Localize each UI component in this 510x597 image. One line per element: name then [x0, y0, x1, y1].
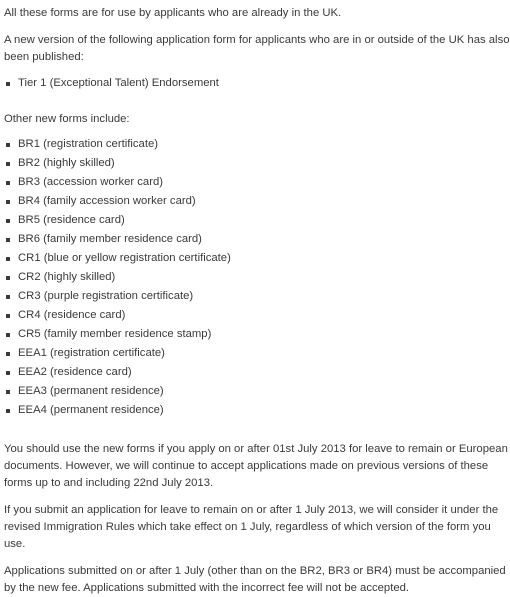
bullet-icon	[6, 409, 10, 413]
published-forms-list	[4, 74, 510, 93]
list-item-text: BR6 (family member residence card)	[18, 233, 202, 245]
list-item-text: CR4 (residence card)	[18, 309, 126, 321]
intro-paragraph: All these forms are for use by applicants who are already in the UK.	[4, 7, 342, 19]
bullet-icon	[6, 276, 10, 280]
list-item-text: EEA1 (registration certificate)	[18, 347, 165, 359]
list-item	[4, 211, 510, 230]
list-item-text: EEA3 (permanent residence)	[18, 385, 164, 397]
list-item-text: CR1 (blue or yellow registration certificate)	[18, 252, 231, 264]
list-item	[4, 344, 510, 363]
submit-after-paragraph: If you submit an application for leave to remain on or after 1 July 2013, we will consider it under the revised Immigration Rules which take effect on 1 July, regardless of which version of the form you use.	[4, 504, 499, 550]
list-item-text: Tier 1 (Exceptional Talent) Endorsement	[18, 77, 219, 89]
bullet-icon	[6, 333, 10, 337]
list-item-text: EEA4 (permanent residence)	[18, 404, 164, 416]
list-item	[4, 135, 510, 154]
list-item-text: BR1 (registration certificate)	[18, 138, 159, 150]
list-item	[4, 306, 510, 325]
list-item-text: BR2 (highly skilled)	[18, 157, 115, 169]
use-new-forms-paragraph: You should use the new forms if you apply on or after 01st July 2013 for leave to remain or European documents. However, we will continue to accept applications made on previous versions of these forms up to and including 22nd July 2013.	[4, 443, 508, 489]
list-item	[4, 74, 510, 93]
list-item	[4, 325, 510, 344]
bullet-icon	[6, 257, 10, 261]
list-item-text: CR3 (purple registration certificate)	[18, 290, 194, 302]
list-item-text: EEA2 (residence card)	[18, 366, 132, 378]
bullet-icon	[6, 295, 10, 299]
list-item	[4, 268, 510, 287]
bullet-icon	[6, 371, 10, 375]
bullet-icon	[6, 238, 10, 242]
other-forms-intro: Other new forms include:	[4, 113, 130, 125]
new-version-paragraph: A new version of the following application form for applicants who are in or outside of the UK has also been published:	[4, 34, 510, 63]
list-item	[4, 192, 510, 211]
bullet-icon	[6, 200, 10, 204]
list-item	[4, 154, 510, 173]
bullet-icon	[6, 219, 10, 223]
list-item	[4, 363, 510, 382]
bullet-icon	[6, 390, 10, 394]
bullet-icon	[6, 162, 10, 166]
list-item	[4, 382, 510, 401]
list-item-text: BR5 (residence card)	[18, 214, 125, 226]
list-item	[4, 401, 510, 420]
other-forms-list	[4, 135, 510, 420]
bullet-icon	[6, 82, 10, 86]
bullet-icon	[6, 143, 10, 147]
fees-paragraph: Applications submitted on or after 1 July (other than on the BR2, BR3 or BR4) must be accompanied by the new fee. Applications submitted with the incorrect fee will not be accepted.	[4, 565, 506, 594]
bullet-icon	[6, 181, 10, 185]
list-item	[4, 173, 510, 192]
list-item-text: CR5 (family member residence stamp)	[18, 328, 212, 340]
list-item-text: BR4 (family accession worker card)	[18, 195, 196, 207]
list-item-text: CR2 (highly skilled)	[18, 271, 116, 283]
bullet-icon	[6, 352, 10, 356]
list-item-text: BR3 (accession worker card)	[18, 176, 164, 188]
bullet-icon	[6, 314, 10, 318]
list-item	[4, 249, 510, 268]
list-item	[4, 230, 510, 249]
list-item	[4, 287, 510, 306]
